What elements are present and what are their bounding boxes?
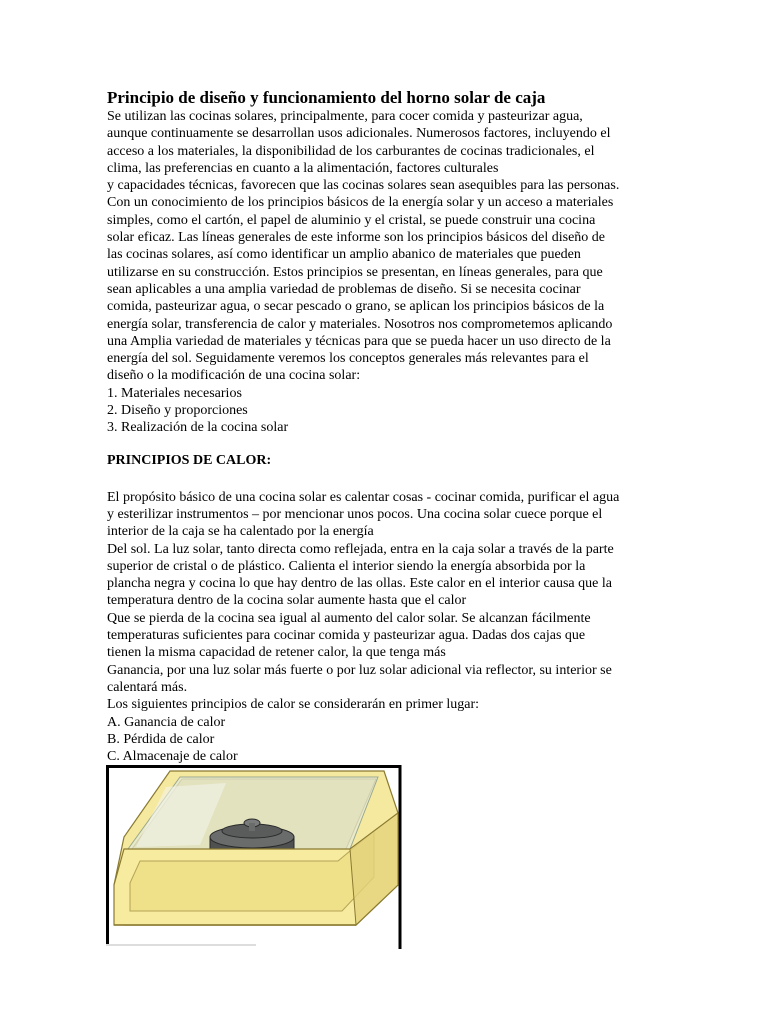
intro-line: y capacidades técnicas, favorecen que las cocinas solares sean asequibles para las personas. bbox=[107, 178, 620, 194]
intro-line: Se utilizan las cocinas solares, principalmente, para cocer comida y pasteurizar agua, bbox=[107, 109, 583, 124]
body-line: y esterilizar instrumentos – por mencionar unos pocos. Una cocina solar cuece porque el bbox=[107, 506, 603, 522]
list-item: A. Ganancia de calor bbox=[107, 714, 226, 730]
lettered-list bbox=[107, 714, 667, 766]
intro-paragraph bbox=[107, 108, 667, 385]
section-heading: PRINCIPIOS DE CALOR: bbox=[107, 452, 272, 468]
intro-line: una Amplia variedad de materiales y técnicas para que se pueda hacer un uso directo de la bbox=[107, 333, 611, 349]
body-line: Ganancia, por una luz solar más fuerte o por luz solar adicional via reflector, su interior se bbox=[107, 662, 612, 678]
document-title: Principio de diseño y funcionamiento del horno solar de caja bbox=[107, 88, 546, 107]
list-item: 1. Materiales necesarios bbox=[107, 385, 242, 401]
solar-box-oven-illustration bbox=[106, 765, 402, 949]
intro-line: diseño o la modificación de una cocina solar: bbox=[107, 368, 361, 384]
body-line: El propósito básico de una cocina solar es calentar cosas - cocinar comida, purificar el agua bbox=[107, 489, 620, 505]
intro-line: sean aplicables a una amplia variedad de problemas de diseño. Si se necesita cocinar bbox=[107, 281, 581, 297]
body-paragraph bbox=[107, 489, 667, 714]
numbered-list bbox=[107, 385, 667, 437]
body-line: plancha negra y cocina lo que hay dentro de las ollas. Este calor en el interior causa que la bbox=[107, 576, 612, 592]
body-line: tienen la misma capacidad de retener calor, la que tenga más bbox=[107, 645, 446, 661]
intro-line: energía del sol. Seguidamente veremos los conceptos generales más relevantes para el bbox=[107, 351, 589, 367]
body-line: interior de la caja se ha calentado por la energía bbox=[107, 524, 374, 540]
intro-line: las cocinas solares, así como identificar un amplio abanico de materiales que pueden bbox=[107, 247, 581, 263]
intro-line: clima, las preferencias en cuanto a la alimentación, factores culturales bbox=[107, 160, 499, 176]
intro-line: simples, como el cartón, el papel de aluminio y el cristal, se puede construir una cocina bbox=[107, 212, 596, 228]
body-line: temperaturas suficientes para cocinar comida y pasteurizar agua. Dadas dos cajas que bbox=[107, 628, 586, 644]
intro-line: acceso a los materiales, la disponibilidad de los carburantes de cocinas tradicionales, el bbox=[107, 143, 595, 159]
body-line: superior de cristal o de plástico. Calienta el interior siendo la energía absorbida por la bbox=[107, 558, 586, 574]
intro-line: aunque continuamente se desarrollan usos adicionales. Numerosos factores, incluyendo el bbox=[107, 126, 611, 142]
intro-line: utilizarse en su construcción. Estos principios se presentan, en líneas generales, para que bbox=[107, 264, 603, 280]
intro-line: comida, pasteurizar agua, o secar pescado o grano, se aplican los principios básicos de la bbox=[107, 299, 605, 315]
body-line: Los siguientes principios de calor se considerarán en primer lugar: bbox=[107, 697, 480, 713]
intro-line: solar eficaz. Las líneas generales de este informe son los principios básicos del diseño de bbox=[107, 230, 606, 246]
body-line: temperatura dentro de la cocina solar aumente hasta que el calor bbox=[107, 593, 467, 609]
list-item: C. Almacenaje de calor bbox=[107, 749, 238, 765]
list-item: B. Pérdida de calor bbox=[107, 731, 215, 747]
document-page bbox=[107, 88, 667, 765]
intro-line: Con un conocimiento de los principios básicos de la energía solar y un acceso a materiales bbox=[107, 195, 614, 211]
list-item: 3. Realización de la cocina solar bbox=[107, 420, 289, 436]
body-line: calentará más. bbox=[107, 679, 188, 695]
body-line: Que se pierda de la cocina sea igual al aumento del calor solar. Se alcanzan fácilmente bbox=[107, 610, 591, 626]
list-item: 2. Diseño y proporciones bbox=[107, 403, 248, 419]
body-line: Del sol. La luz solar, tanto directa como reflejada, entra en la caja solar a través de la parte bbox=[107, 541, 614, 557]
intro-line: energía solar, transferencia de calor y materiales. Nosotros nos comprometemos aplicando bbox=[107, 316, 613, 332]
